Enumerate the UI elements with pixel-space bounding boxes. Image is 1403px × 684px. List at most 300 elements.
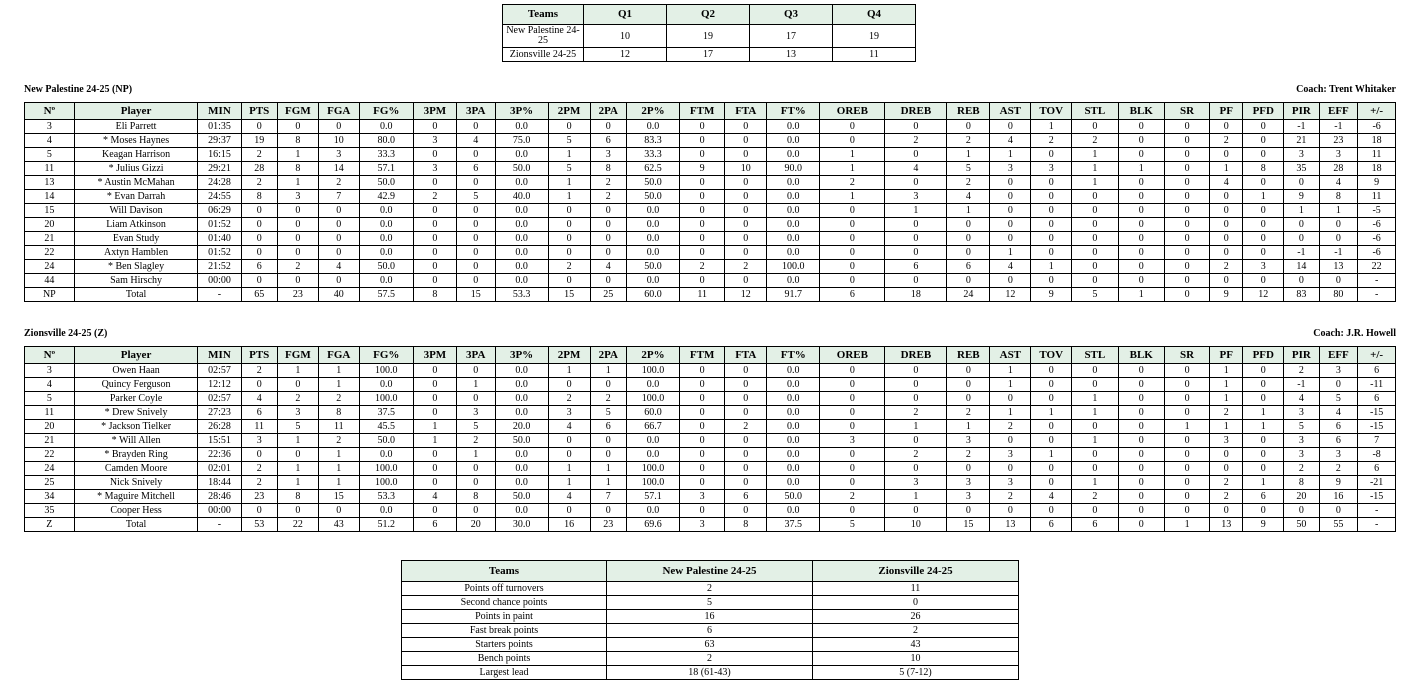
stat-cell: 2 [725, 260, 767, 274]
stat-cell: 0 [725, 476, 767, 490]
col-header: BLK [1118, 103, 1164, 120]
stat-cell: 3 [318, 148, 359, 162]
stat-cell: 20 [25, 218, 75, 232]
stat-cell: 19 [241, 134, 277, 148]
stat-cell: 0 [413, 232, 456, 246]
stat-cell: 0.0 [767, 392, 820, 406]
stat-cell: 15 [25, 204, 75, 218]
stat-cell: 0 [413, 260, 456, 274]
col-header: FG% [359, 347, 413, 364]
stat-cell: 5 [456, 190, 495, 204]
stat-cell: 0 [990, 434, 1031, 448]
stat-cell: 80.0 [359, 134, 413, 148]
stat-cell: 8 [1243, 162, 1284, 176]
stat-cell: 0 [1118, 120, 1164, 134]
stat-cell: 0 [277, 274, 318, 288]
stat-cell: 0 [725, 148, 767, 162]
col-header: FTA [725, 103, 767, 120]
stat-cell: 12 [990, 288, 1031, 302]
stat-cell: 24 [25, 260, 75, 274]
stat-cell: 2 [590, 176, 626, 190]
stat-cell: 0 [680, 392, 725, 406]
stat-cell: 3 [25, 364, 75, 378]
stat-cell: 5 [947, 162, 990, 176]
stat-cell: 0 [1072, 448, 1118, 462]
stat-cell: 22 [25, 448, 75, 462]
score-cell: 17 [667, 48, 750, 62]
comparison-row [402, 610, 1019, 624]
stat-cell: 20.0 [495, 420, 548, 434]
stat-cell: 00:00 [198, 504, 241, 518]
stat-value-cell: 11 [813, 582, 1019, 596]
stat-cell: 0 [1210, 190, 1243, 204]
stat-cell: 0 [1164, 190, 1209, 204]
stat-cell: 0 [680, 420, 725, 434]
stat-cell: 0 [680, 218, 725, 232]
stat-cell: 0.0 [495, 274, 548, 288]
score-cell: 17 [750, 25, 833, 48]
stat-cell: 0 [680, 246, 725, 260]
stat-value-cell: 2 [813, 624, 1019, 638]
col-header: 3PM [413, 347, 456, 364]
stat-cell: 0 [456, 260, 495, 274]
stat-cell: 0 [1243, 148, 1284, 162]
stat-cell: 43 [318, 518, 359, 532]
stat-cell: 0 [885, 120, 947, 134]
stat-cell: 0 [590, 246, 626, 260]
col-header: STL [1072, 347, 1118, 364]
stat-cell: 3 [1284, 406, 1319, 420]
stat-cell: 1 [1031, 120, 1072, 134]
stat-cell: 0 [990, 204, 1031, 218]
stat-cell: 0 [1210, 504, 1243, 518]
stat-cell: 0 [456, 148, 495, 162]
stat-cell: - [1358, 504, 1396, 518]
stat-value-cell: 18 (61-43) [607, 666, 813, 680]
stat-cell: 0 [1031, 274, 1072, 288]
stat-cell: 3 [413, 162, 456, 176]
stat-value-cell: 2 [607, 652, 813, 666]
stat-cell: 0 [1210, 274, 1243, 288]
stat-cell: 6 [590, 134, 626, 148]
coach-name: Coach: Trent Whitaker [1296, 84, 1396, 95]
player-row [25, 190, 1396, 204]
stat-cell: 2 [1031, 134, 1072, 148]
score-cell: 11 [833, 48, 916, 62]
stat-cell: 4 [1031, 490, 1072, 504]
stat-cell: 0 [241, 204, 277, 218]
stat-cell: 1 [548, 476, 590, 490]
stat-cell: 0 [1164, 448, 1209, 462]
stat-cell: 1 [947, 420, 990, 434]
stat-cell: 0 [456, 476, 495, 490]
stat-cell: 0 [456, 176, 495, 190]
stat-cell: 9 [1243, 518, 1284, 532]
stat-cell: 02:57 [198, 364, 241, 378]
stat-cell: 00:00 [198, 274, 241, 288]
stat-cell: 0.0 [767, 190, 820, 204]
stat-cell: 0 [1118, 476, 1164, 490]
stat-cell: 3 [1031, 162, 1072, 176]
stat-cell: 3 [277, 190, 318, 204]
stat-cell: 0.0 [495, 260, 548, 274]
col-header: SR [1164, 347, 1209, 364]
stat-cell: 0 [1118, 378, 1164, 392]
stat-cell: 0 [1072, 190, 1118, 204]
stat-cell: 11 [318, 420, 359, 434]
stat-cell: 0 [680, 204, 725, 218]
stat-cell: 0 [548, 434, 590, 448]
stat-cell: 4 [241, 392, 277, 406]
stat-cell: 0 [1164, 176, 1209, 190]
stat-cell: 0 [1284, 176, 1319, 190]
stat-cell: 2 [456, 434, 495, 448]
stat-cell: 1 [820, 162, 885, 176]
stat-cell: 0 [680, 190, 725, 204]
stat-cell: 57.5 [359, 288, 413, 302]
stat-cell: 3 [990, 476, 1031, 490]
stat-cell: 6 [241, 260, 277, 274]
stat-cell: 0 [725, 190, 767, 204]
stat-cell: 0.0 [359, 204, 413, 218]
stat-cell: 2 [1284, 364, 1319, 378]
stat-cell: 0.0 [767, 406, 820, 420]
stat-cell: 0 [318, 246, 359, 260]
stat-cell: 2 [241, 176, 277, 190]
stat-cell: 53 [241, 518, 277, 532]
stat-cell: 0 [885, 246, 947, 260]
stat-cell: 0 [820, 476, 885, 490]
player-name-cell: Axtyn Hamblen [74, 246, 198, 260]
stat-cell: 14 [318, 162, 359, 176]
col-header: Player [74, 103, 198, 120]
stat-cell: 26:28 [198, 420, 241, 434]
player-name-cell: Nick Snively [74, 476, 198, 490]
player-row [25, 448, 1396, 462]
stat-cell: 01:35 [198, 120, 241, 134]
stat-cell: 0 [1031, 148, 1072, 162]
stat-cell: 1 [885, 420, 947, 434]
col-header: BLK [1118, 347, 1164, 364]
stat-cell: 0.0 [767, 218, 820, 232]
stat-cell: 50.0 [359, 434, 413, 448]
stat-cell: 0 [1118, 434, 1164, 448]
stat-cell: 0 [590, 274, 626, 288]
stat-cell: -21 [1358, 476, 1396, 490]
stat-cell: 1 [590, 462, 626, 476]
stat-cell: 0 [1164, 148, 1209, 162]
stat-cell: 0.0 [495, 504, 548, 518]
stat-cell: 53.3 [359, 490, 413, 504]
player-row [25, 504, 1396, 518]
stat-cell: 3 [241, 434, 277, 448]
stat-cell: 9 [1210, 288, 1243, 302]
stat-cell: 1 [1243, 420, 1284, 434]
stat-cell: 0.0 [767, 120, 820, 134]
stat-cell: 0 [1164, 364, 1209, 378]
stat-cell: 5 [456, 420, 495, 434]
stat-cell: 0 [1243, 504, 1284, 518]
stat-cell: 0 [725, 448, 767, 462]
stat-cell: 0 [1118, 518, 1164, 532]
stat-cell: 0 [820, 378, 885, 392]
stat-cell: 2 [318, 434, 359, 448]
stat-cell: 16:15 [198, 148, 241, 162]
col-header: MIN [198, 347, 241, 364]
stat-cell: 3 [1243, 260, 1284, 274]
stat-cell: 0 [548, 204, 590, 218]
stat-cell: 8 [413, 288, 456, 302]
stat-value-cell: 26 [813, 610, 1019, 624]
col-header: DREB [885, 347, 947, 364]
stat-cell: 0.0 [767, 232, 820, 246]
stat-cell: 23 [590, 518, 626, 532]
stat-cell: 0.0 [495, 232, 548, 246]
stat-cell: 0 [1118, 190, 1164, 204]
player-name-cell: Quincy Ferguson [74, 378, 198, 392]
stat-cell: 8 [277, 134, 318, 148]
stat-cell: 2 [1210, 490, 1243, 504]
stat-cell: 16 [1319, 490, 1358, 504]
col-header: DREB [885, 103, 947, 120]
col-header: FG% [359, 103, 413, 120]
stat-cell: 0 [947, 120, 990, 134]
stat-cell: 6 [1072, 518, 1118, 532]
stat-cell: - [1358, 288, 1396, 302]
stat-cell: - [198, 288, 241, 302]
stat-cell: 0 [1118, 420, 1164, 434]
stat-cell: 6 [456, 162, 495, 176]
col-header: REB [947, 103, 990, 120]
box-header-row [25, 103, 1396, 120]
stat-cell: 0.0 [495, 246, 548, 260]
stat-cell: 0 [725, 434, 767, 448]
stat-cell: 23 [241, 490, 277, 504]
stat-cell: 57.1 [627, 490, 680, 504]
stat-cell: 1 [947, 148, 990, 162]
col-header: PFD [1243, 103, 1284, 120]
stat-cell: 0 [456, 504, 495, 518]
stat-cell: 0.0 [495, 406, 548, 420]
col-header: TOV [1031, 347, 1072, 364]
stat-cell: 0 [1243, 246, 1284, 260]
stat-cell: 0 [725, 406, 767, 420]
stat-cell: 0 [318, 218, 359, 232]
stat-cell: 50 [1284, 518, 1319, 532]
col-header: OREB [820, 347, 885, 364]
stat-cell: 4 [1284, 392, 1319, 406]
stat-cell: 0 [1243, 364, 1284, 378]
stat-cell: 0 [590, 504, 626, 518]
stat-cell: 0 [725, 364, 767, 378]
stat-cell: 28 [241, 162, 277, 176]
col-header: SR [1164, 103, 1209, 120]
stat-cell: 0 [1210, 120, 1243, 134]
stat-cell: 1 [885, 490, 947, 504]
stat-cell: 3 [990, 448, 1031, 462]
stat-cell: 3 [548, 406, 590, 420]
stat-cell: 5 [548, 134, 590, 148]
stat-cell: 0 [1164, 288, 1209, 302]
stat-cell: 1 [1118, 162, 1164, 176]
stat-cell: 0 [1031, 504, 1072, 518]
player-row [25, 218, 1396, 232]
stat-cell: 0 [241, 378, 277, 392]
player-row [25, 176, 1396, 190]
stat-cell: 0 [1164, 462, 1209, 476]
stat-cell: 0 [1164, 246, 1209, 260]
stat-cell: 0 [1118, 176, 1164, 190]
col-header: 2P% [627, 103, 680, 120]
stat-cell: 7 [1358, 434, 1396, 448]
stat-cell: 0.0 [627, 504, 680, 518]
stat-cell: 5 [1072, 288, 1118, 302]
stat-cell: 28:46 [198, 490, 241, 504]
stat-cell: 83 [1284, 288, 1319, 302]
stat-cell: 24:28 [198, 176, 241, 190]
stat-cell: 0.0 [359, 448, 413, 462]
stat-cell: 0.0 [627, 448, 680, 462]
stat-cell: 50.0 [627, 176, 680, 190]
col-header: Teams [503, 5, 584, 25]
stat-cell: 0 [548, 120, 590, 134]
stat-cell: 0 [990, 190, 1031, 204]
stat-cell: 1 [1118, 288, 1164, 302]
stat-cell: 0 [680, 232, 725, 246]
stat-cell: 0 [1031, 378, 1072, 392]
stat-cell: 0 [680, 434, 725, 448]
stat-value-cell: 63 [607, 638, 813, 652]
stat-cell: 91.7 [767, 288, 820, 302]
stat-cell: 0 [1072, 260, 1118, 274]
stat-cell: -1 [1319, 246, 1358, 260]
score-cell: 19 [667, 25, 750, 48]
player-row [25, 204, 1396, 218]
stat-cell: 0 [1210, 218, 1243, 232]
stat-cell: -8 [1358, 448, 1396, 462]
stat-cell: 1 [1072, 406, 1118, 420]
stat-cell: 0 [1243, 434, 1284, 448]
stat-cell: 1 [277, 364, 318, 378]
stat-cell: 1 [1243, 406, 1284, 420]
col-header: 3P% [495, 347, 548, 364]
stat-cell: 0 [680, 476, 725, 490]
stat-value-cell: 6 [607, 624, 813, 638]
stat-cell: 0 [1118, 218, 1164, 232]
stat-cell: 0.0 [767, 176, 820, 190]
stat-cell: 3 [820, 434, 885, 448]
stat-cell: 66.7 [627, 420, 680, 434]
stat-cell: 0 [680, 176, 725, 190]
stat-cell: 6 [1358, 392, 1396, 406]
col-header: Teams [402, 561, 607, 582]
stat-cell: 0 [456, 204, 495, 218]
stat-cell: 22 [277, 518, 318, 532]
stat-cell: 0 [456, 246, 495, 260]
player-row [25, 462, 1396, 476]
stat-cell: 1 [1072, 434, 1118, 448]
player-row [25, 134, 1396, 148]
stat-cell: 11 [25, 406, 75, 420]
stat-cell: 2 [885, 134, 947, 148]
col-header: Q1 [584, 5, 667, 25]
player-name-cell: * Moses Haynes [74, 134, 198, 148]
stat-cell: 0 [1210, 232, 1243, 246]
stat-cell: 2 [885, 448, 947, 462]
stat-cell: 0.0 [359, 218, 413, 232]
stat-cell: 8 [456, 490, 495, 504]
stat-cell: 0.0 [627, 274, 680, 288]
stat-cell: 0 [820, 134, 885, 148]
stat-cell: 0 [318, 274, 359, 288]
stat-cell: 0 [1031, 392, 1072, 406]
stat-cell: 3 [990, 162, 1031, 176]
stat-cell: 0.0 [767, 504, 820, 518]
stat-cell: -6 [1358, 120, 1396, 134]
stat-cell: 0 [680, 406, 725, 420]
stat-cell: -15 [1358, 420, 1396, 434]
stat-cell: 0.0 [627, 232, 680, 246]
player-name-cell: Camden Moore [74, 462, 198, 476]
stat-cell: 0.0 [627, 378, 680, 392]
stat-cell: 4 [990, 134, 1031, 148]
stat-cell: 0 [680, 148, 725, 162]
stat-cell: 15 [318, 490, 359, 504]
stat-cell: 1 [277, 462, 318, 476]
stat-cell: 0 [725, 204, 767, 218]
player-name-cell: * Jackson Tielker [74, 420, 198, 434]
stat-cell: 1 [456, 448, 495, 462]
stat-cell: 9 [1358, 176, 1396, 190]
stat-cell: 0 [1031, 204, 1072, 218]
stat-cell: 0 [820, 420, 885, 434]
stat-cell: 0 [947, 504, 990, 518]
stat-cell: 0 [1031, 364, 1072, 378]
player-name-cell: * Evan Darrah [74, 190, 198, 204]
stat-cell: 0 [885, 378, 947, 392]
stat-cell: 29:21 [198, 162, 241, 176]
stat-cell: 1 [820, 190, 885, 204]
stat-cell: 0 [820, 364, 885, 378]
stat-cell: 0 [820, 218, 885, 232]
stat-label-cell: Points in paint [402, 610, 607, 624]
stat-cell: 57.1 [359, 162, 413, 176]
box-header-row [25, 347, 1396, 364]
col-header: Q2 [667, 5, 750, 25]
stat-cell: 1 [318, 364, 359, 378]
stat-cell: 0 [1031, 476, 1072, 490]
player-row [25, 378, 1396, 392]
stat-cell: 10 [725, 162, 767, 176]
stat-cell: 0 [1164, 162, 1209, 176]
team-heading-z [24, 328, 1396, 342]
stat-cell: 2 [1319, 462, 1358, 476]
stat-cell: 15 [947, 518, 990, 532]
stat-cell: 100.0 [627, 462, 680, 476]
stat-cell: 0 [277, 504, 318, 518]
stat-cell: 50.0 [495, 490, 548, 504]
stat-cell: 1 [1164, 518, 1209, 532]
stat-cell: 0 [1319, 232, 1358, 246]
stat-cell: 0 [456, 218, 495, 232]
stat-cell: 1 [1210, 364, 1243, 378]
player-row [25, 406, 1396, 420]
stat-cell: 0 [1072, 246, 1118, 260]
stat-cell: 60.0 [627, 288, 680, 302]
stat-cell: 2 [318, 176, 359, 190]
stat-cell: 2 [318, 392, 359, 406]
col-header: PFD [1243, 347, 1284, 364]
